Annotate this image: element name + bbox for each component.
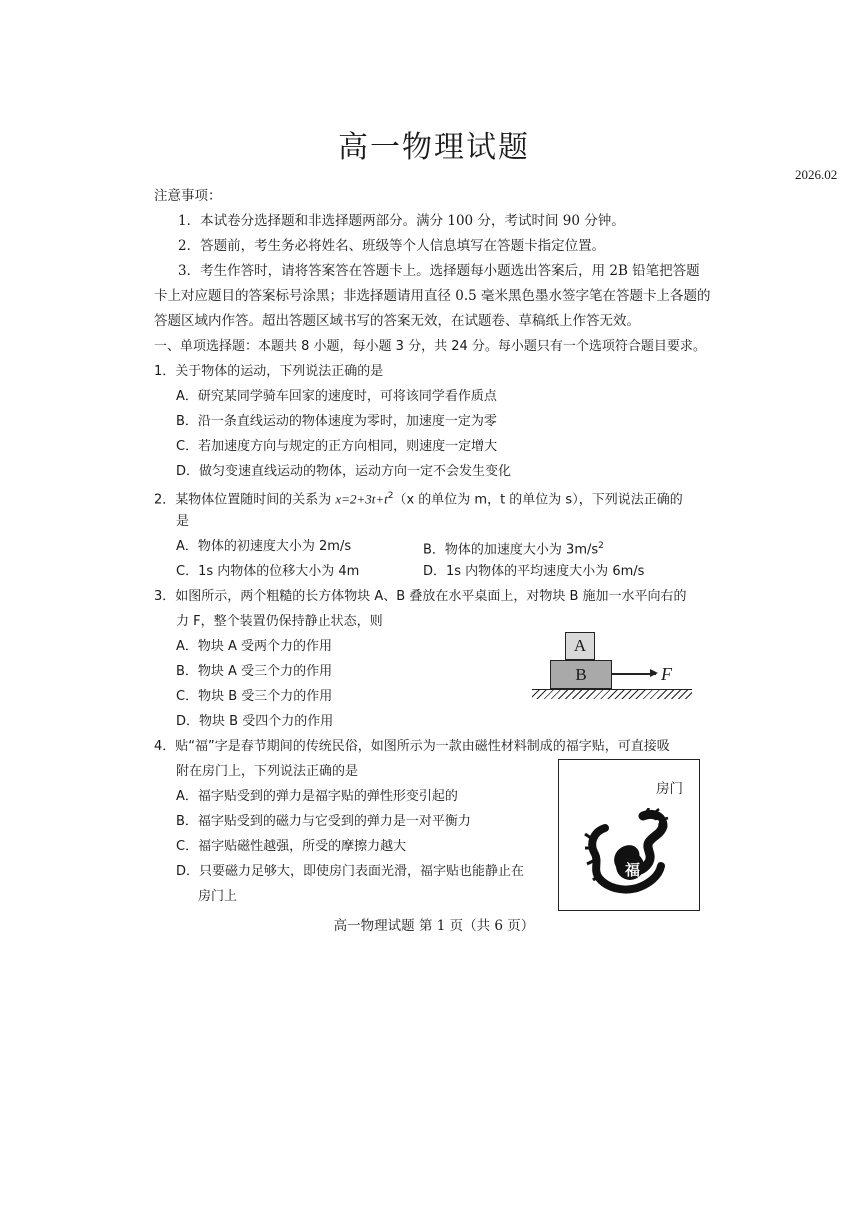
notice-item-1: 1．本试卷分选择题和非选择题两部分。满分 100 分，考试时间 90 分钟。 [178, 213, 625, 229]
q3-stem-line2: 力 F，整个装置仍保持静止状态，则 [176, 614, 383, 629]
q4-option-c: C．福字贴磁性越强，所受的摩擦力越大 [176, 839, 407, 854]
q3-figure [528, 628, 698, 708]
q3-option-d: D．物块 B 受四个力的作用 [176, 714, 334, 729]
notice-heading: 注意事项： [154, 188, 222, 204]
q4-stem-line1: 4．贴“福”字是春节期间的传统民俗，如图所示为一款由磁性材料制成的福字贴，可直接吸 [154, 739, 670, 754]
q2-formula: x=2+3t+t [335, 491, 388, 507]
q2-option-c: C．1s 内物体的位移大小为 4m [176, 564, 360, 579]
q1-option-d: D．做匀变速直线运动的物体，运动方向一定不会发生变化 [176, 464, 512, 479]
door-label: 房门 [656, 781, 683, 797]
section-heading: 一、单项选择题：本题共 8 小题，每小题 3 分，共 24 分。每小题只有一个选项符合题目要求。 [154, 339, 706, 354]
q2-formula-sup: 2 [387, 491, 394, 501]
force-arrow [612, 673, 656, 675]
page-footer: 高一物理试题 第 1 页（共 6 页） [333, 918, 535, 934]
q3-option-c: C．物块 B 受三个力的作用 [176, 689, 333, 704]
page-title: 高一物理试题 [338, 130, 530, 165]
q4-stem-line2: 附在房门上，下列说法正确的是 [176, 764, 359, 779]
q4-option-b: B．福字贴受到的磁力与它受到的弹力是一对平衡力 [176, 814, 471, 829]
fu-sticker-icon [583, 808, 669, 896]
q2-stem-prefix: 2．某物体位置随时间的关系为 [154, 492, 336, 508]
exam-date: 2026.02 [795, 167, 838, 182]
q4-option-d: D．只要磁力足够大，即使房门表面光滑，福字贴也能静止在 [176, 864, 525, 879]
q2-option-b [423, 538, 604, 558]
force-label: F [661, 664, 672, 684]
q1-option-c: C．若加速度方向与规定的正方向相同，则速度一定增大 [176, 439, 498, 454]
q3-option-a: A．物块 A 受两个力的作用 [176, 639, 333, 654]
q1-option-a: A．研究某同学骑车回家的速度时，可将该同学看作质点 [176, 389, 497, 404]
q2-option-b-text: B．物体的加速度大小为 3m/s [423, 542, 599, 558]
q3-stem-line1: 3．如图所示，两个粗糙的长方体物块 A、B 叠放在水平桌面上，对物块 B 施加一水平向右的 [154, 589, 687, 604]
q1-option-b: B．沿一条直线运动的物体速度为零时，加速度一定为零 [176, 414, 497, 429]
notice-item-3-cont-2: 答题区域内作答。超出答题区域书写的答案无效，在试题卷、草稿纸上作答无效。 [154, 313, 640, 329]
q2-stem-line2: 是 [176, 514, 190, 529]
q4-option-d-cont: 房门上 [198, 889, 238, 904]
ground-surface [532, 689, 692, 699]
q2-option-a: A．物体的初速度大小为 2m/s [176, 539, 352, 554]
notice-item-2: 2．答题前，考生务必将姓名、班级等个人信息填写在答题卡指定位置。 [178, 238, 606, 254]
notice-item-3: 3．考生作答时，请将答案答在答题卡上。选择题每小题选出答案后，用 2B 铅笔把答题 [178, 263, 700, 279]
fu-character: 福 [625, 861, 641, 879]
q1-stem: 1．关于物体的运动，下列说法正确的是 [154, 364, 384, 379]
q3-option-b: B．物块 A 受三个力的作用 [176, 664, 333, 679]
q2-stem-suffix: （x 的单位为 m，t 的单位为 s），下列说法正确的 [393, 492, 683, 508]
q2-option-b-sup: 2 [598, 541, 604, 551]
q4-figure [558, 759, 700, 911]
block-a: A [565, 632, 595, 660]
notice-item-3-cont-1: 卡上对应题目的答案标号涂黑；非选择题请用直径 0.5 毫米黑色墨水签字笔在答题卡上各题的 [154, 288, 711, 304]
block-b: B [550, 660, 612, 689]
q2-stem [154, 488, 683, 508]
q2-option-d: D．1s 内物体的平均速度大小为 6m/s [423, 564, 645, 579]
q4-option-a: A．福字贴受到的弹力是福字贴的弹性形变引起的 [176, 789, 458, 804]
